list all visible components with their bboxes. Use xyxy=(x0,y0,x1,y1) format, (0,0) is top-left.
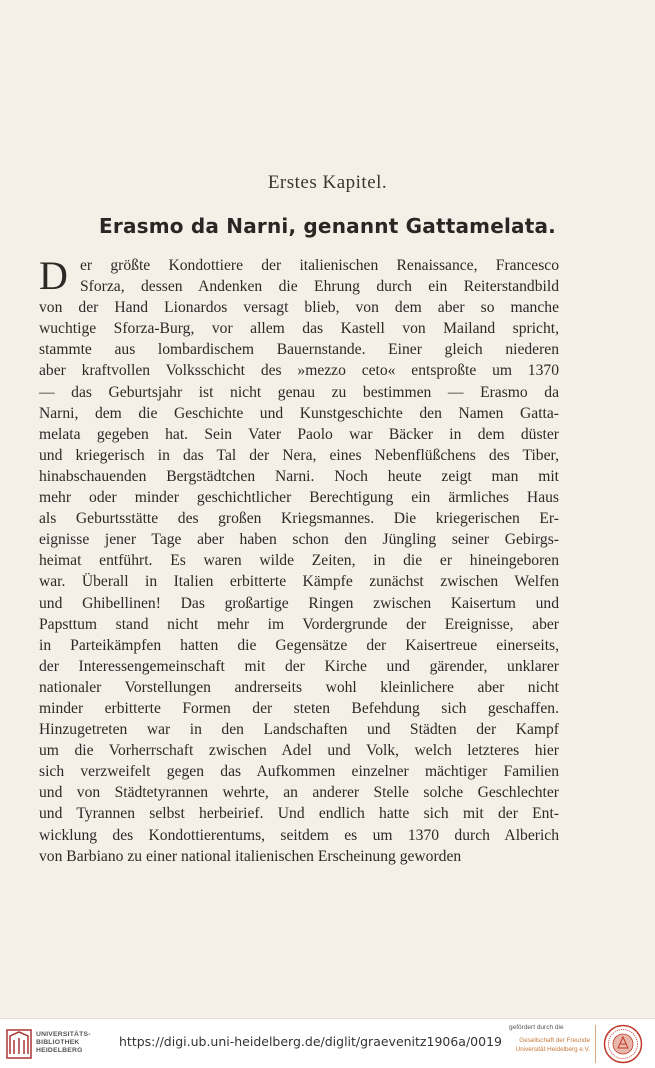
text-line: und von Städtetyrannen wehrte, an anderer Stelle solche Geschlechter xyxy=(39,784,559,802)
text-line: melata gegeben hat. Sein Vater Paolo war Bäcker in dem düster xyxy=(39,425,559,443)
text-line: und kriegerisch in das Tal der Nera, eines Nebenflüßchens des Tiber, xyxy=(39,446,559,464)
text-line: Papsttum stand nicht mehr im Vordergrunde der Ereignisse, aber xyxy=(39,615,559,633)
sponsor-name-line: Universität Heidelberg e.V. xyxy=(515,1046,590,1053)
text-line: und Ghibellinen! Das großartige Ringen zwischen Kaisertum und xyxy=(39,594,559,612)
drop-cap: D xyxy=(39,253,68,298)
text-line: von der Hand Lionardos versagt blieb, von dem aber so manche xyxy=(39,299,559,317)
text-line: er größte Kondottiere der italienischen Renaissance, Francesco xyxy=(80,257,559,274)
text-line: — das Geburtsjahr ist nicht genau zu bestimmen — Erasmo da xyxy=(39,383,559,401)
body-text xyxy=(39,255,559,867)
sponsor-name[interactable] xyxy=(506,1036,590,1054)
library-name-line: BIBLIOTHEK xyxy=(36,1039,80,1046)
text-line: wuchtige Sforza-Burg, vor allem das Kastell von Mailand spricht, xyxy=(39,320,559,338)
text-line: Narni, dem die Geschichte und Kunstgeschichte den Namen Gatta- xyxy=(39,404,559,422)
viewer-footer xyxy=(0,1018,655,1068)
library-name xyxy=(36,1031,91,1055)
text-line: aber kraftvollen Volksschicht des »mezzo ceto« entsproßte um 1370 xyxy=(39,362,559,380)
chapter-title: Erasmo da Narni, genannt Gattamelata. xyxy=(99,214,556,238)
text-line: mehr oder minder geschichtlicher Berechtigung ein ärmliches Haus xyxy=(39,489,559,507)
text-line: um die Vorherrschaft zwischen Adel und Volk, welch letzteres hier xyxy=(39,742,559,760)
chapter-label: Erstes Kapitel. xyxy=(267,172,388,193)
text-line: als Geburtsstätte des großen Kriegsmannes. Die kriegerischen Er- xyxy=(39,510,559,528)
university-seal-icon xyxy=(603,1024,643,1064)
text-line: in Parteikämpfen hatten die Gegensätze der Kaisertreue einerseits, xyxy=(39,636,559,654)
text-line: war. Überall in Italien erbitterte Kämpfe zunächst zwischen Welfen xyxy=(39,573,559,591)
text-line: heimat entführt. Es waren wilde Zeiten, in die er hineingeboren xyxy=(39,552,559,570)
permalink-url[interactable]: https://digi.ub.uni-heidelberg.de/diglit/graevenitz1906a/0019 xyxy=(119,1034,502,1049)
text-line: wicklung des Kondottierentums, seitdem es um 1370 durch Alberich xyxy=(39,826,559,844)
university-library-logo-icon[interactable] xyxy=(6,1028,32,1060)
text-line: der Interessengemeinschaft mit der Kirche und gärender, unklarer xyxy=(39,657,559,675)
text-line: sich verzweifelt gegen das Aufkommen einzelner mächtiger Familien xyxy=(39,763,559,781)
text-line: eignisse jener Tage aber haben schon den Jüngling seiner Gebirgs- xyxy=(39,531,559,549)
text-line: von Barbiano zu einer national italienischen Erscheinung geworden xyxy=(39,847,462,865)
text-line: minder erbitterte Formen der steten Befehdung sich geschaffen. xyxy=(39,699,559,717)
sponsor-label: gefördert durch die xyxy=(509,1024,564,1031)
text-line: hinabschauenden Bergstädtchen Narni. Noch heute zeigt man mit xyxy=(39,467,559,485)
text-line: und Tyrannen selbst herbeirief. Und endlich hatte sich mit der Ent- xyxy=(39,805,559,823)
text-line: nationaler Vorstellungen andrerseits wohl kleinlichere aber nicht xyxy=(39,678,559,696)
library-name-line: UNIVERSITÄTS- xyxy=(36,1031,91,1038)
sponsor-name-line: Gesellschaft der Freunde xyxy=(519,1037,590,1044)
library-name-line: HEIDELBERG xyxy=(36,1047,83,1054)
divider xyxy=(595,1025,596,1063)
text-line: Hinzugetreten war in den Landschaften und Städten der Kampf xyxy=(39,721,559,739)
text-line: stammte aus lombardischem Bauernstande. Einer gleich niederen xyxy=(39,341,559,359)
text-line: Sforza, dessen Andenken die Ehrung durch ein Reiterstandbild xyxy=(80,278,559,296)
